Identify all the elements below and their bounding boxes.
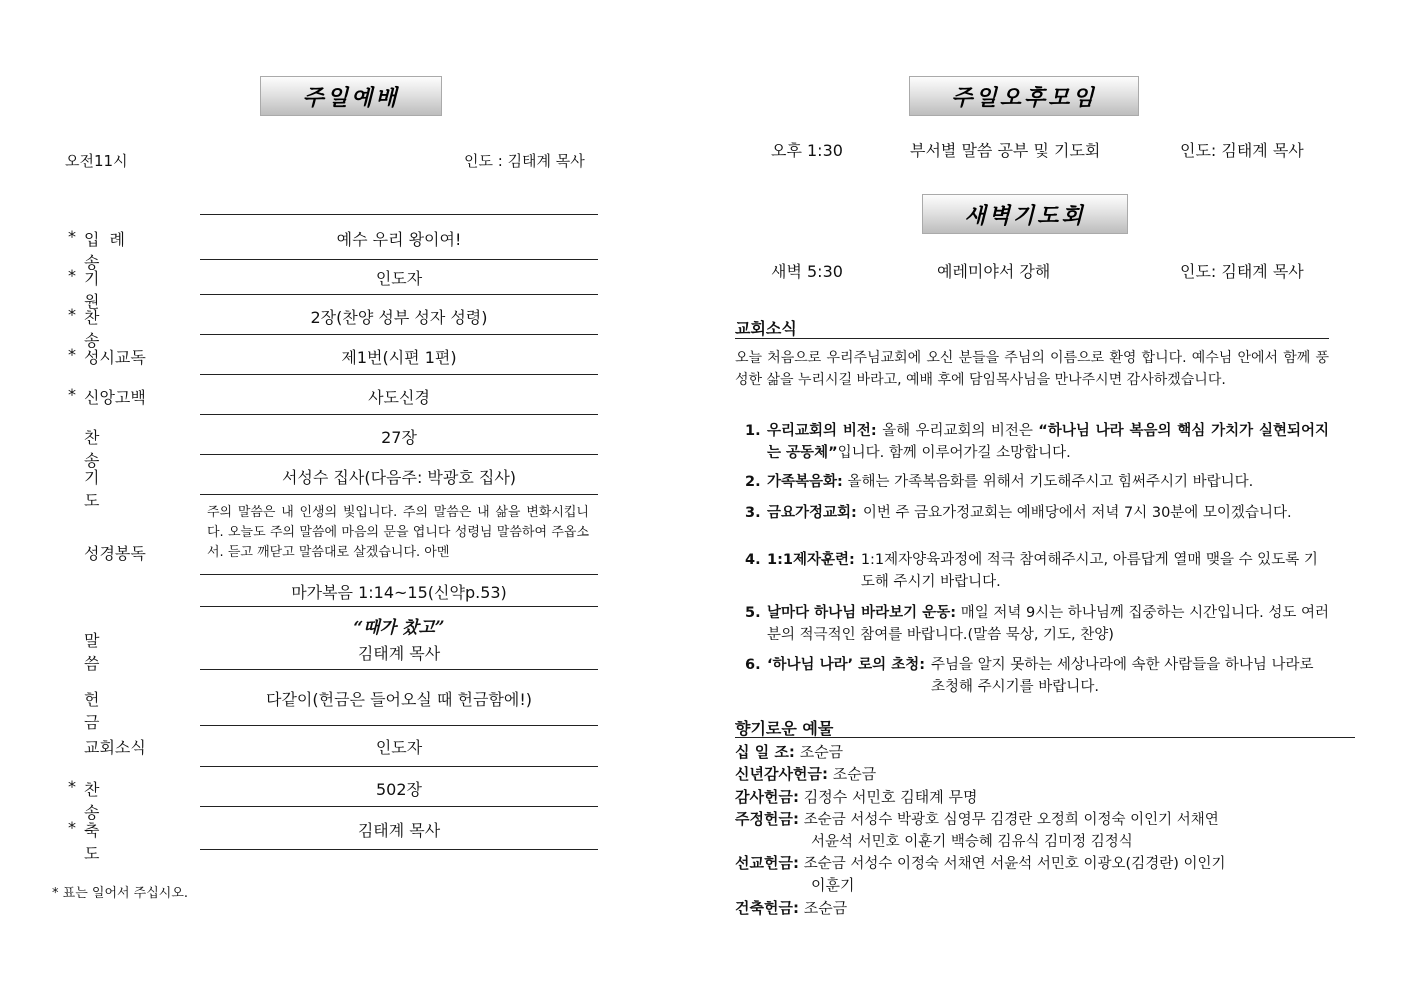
news-heading: ‘하나님 나라’ 로의 초청:	[767, 657, 926, 673]
order-label: 신앙고백	[84, 388, 146, 407]
offering-row	[735, 897, 847, 919]
order-value: 인도자	[375, 738, 423, 757]
news-body: 올해 우리교회의 비전은	[882, 423, 1033, 439]
order-rule	[200, 725, 598, 726]
order-label: 기원	[84, 269, 134, 311]
news-heading: 금요가정교회:	[767, 505, 857, 521]
service-leader: 인도 : 김태계 목사	[464, 152, 585, 170]
offering-row	[735, 786, 977, 808]
news-tail: 입니다. 함께 이루어가길 소망합니다.	[837, 445, 1071, 461]
offering-label: 십 일 조:	[735, 743, 795, 761]
offering-names: 조순금	[832, 765, 877, 783]
order-label: 성경봉독	[84, 544, 146, 563]
stand-mark: *	[68, 818, 76, 837]
stand-mark: *	[68, 345, 76, 364]
dawn-banner: 새벽기도회	[922, 194, 1128, 234]
order-value: 예수 우리 왕이여!	[336, 230, 462, 249]
dawn-leader: 인도: 김태계 목사	[1180, 262, 1304, 281]
news-number: 3.	[745, 505, 761, 521]
offering-label: 선교헌금:	[735, 854, 799, 872]
news-title: 교회소식	[735, 319, 797, 338]
offering-row	[735, 852, 1335, 875]
order-label: 찬송	[84, 780, 134, 822]
afternoon-banner: 주일오후모임	[909, 76, 1139, 116]
offering-label: 신년감사헌금:	[735, 765, 828, 783]
order-value: 제1번(시편 1편)	[341, 348, 457, 367]
service-time: 오전11시	[65, 152, 128, 170]
sermon-preacher: 김태계 목사	[357, 644, 441, 663]
order-rule	[200, 494, 598, 495]
order-value: 마가복음 1:14~15(신약p.53)	[291, 583, 507, 602]
news-body: 매일 저녁 9시는 하나님께 집중하는 시간입니다. 성도 여러분의 적극적인 참여를 바랍니다.(말씀 묵상, 기도, 찬양)	[767, 605, 1330, 643]
order-rule	[200, 806, 598, 807]
order-rule	[200, 669, 598, 670]
order-label: 축도	[84, 821, 134, 863]
news-heading: 가족복음화:	[767, 474, 843, 490]
news-body: 이번 주 금요가정교회는 예배당에서 저녁 7시 30분에 모이겠습니다.	[862, 505, 1292, 521]
offering-row	[735, 763, 876, 785]
order-value: 2장(찬양 성부 성자 성령)	[310, 308, 488, 327]
offering-label: 건축헌금:	[735, 899, 799, 917]
order-rule	[200, 849, 598, 850]
stand-mark: *	[68, 305, 76, 324]
news-item	[745, 502, 1329, 524]
news-heading: 1:1제자훈련:	[767, 552, 855, 568]
order-rule	[200, 334, 598, 335]
order-rule	[200, 454, 598, 455]
news-body: 올해는 가족복음화를 위해서 기도해주시고 힘써주시기 바랍니다.	[847, 474, 1254, 490]
order-rule	[200, 766, 598, 767]
stand-mark: *	[68, 385, 76, 404]
offering-rule	[735, 737, 1355, 738]
offering-row-cont	[811, 874, 854, 896]
sermon-title: “때가 찼고”	[353, 618, 445, 638]
order-label: 입례송	[84, 230, 135, 272]
news-number: 5.	[745, 605, 761, 621]
news-item	[745, 654, 1329, 698]
offering-title: 향기로운 예물	[735, 719, 834, 738]
order-label: 성시교독	[84, 348, 146, 367]
news-number: 1.	[745, 423, 761, 439]
offering-names: 김정수 서민호 김태계 무명	[803, 788, 978, 806]
news-item	[745, 602, 1329, 646]
order-rule	[200, 414, 598, 415]
news-heading: 날마다 하나님 바라보기 운동:	[767, 605, 957, 621]
news-number: 4.	[745, 552, 761, 568]
order-rule	[200, 374, 598, 375]
order-label: 교회소식	[84, 738, 146, 757]
offering-names: 서윤석 서민호 이훈기 백승혜 김유식 김미정 김정식	[811, 834, 1133, 850]
offering-names: 조순금	[803, 899, 848, 917]
order-value: 502장	[376, 780, 422, 799]
order-label: 말씀	[84, 631, 134, 673]
offering-row	[735, 741, 843, 763]
order-value: 서성수 집사(다음주: 박광호 집사)	[281, 468, 517, 487]
afternoon-leader: 인도: 김태계 목사	[1180, 141, 1304, 160]
afternoon-time: 오후 1:30	[771, 141, 843, 160]
order-rule	[200, 259, 598, 260]
stand-footnote: * 표는 일어서 주십시오.	[52, 886, 189, 901]
offering-label: 감사헌금:	[735, 788, 799, 806]
news-intro: 오늘 처음으로 우리주님교회에 오신 분들을 주님의 이름으로 환영 합니다. 예수님 안에서 함께 풍성한 삶을 누리시길 바라고, 예배 후에 담임목사님을 만나주시면 감사하겠습니다.	[735, 350, 1329, 388]
news-item	[745, 420, 1329, 464]
news-item	[745, 549, 1329, 593]
scripture-prayer-text: 주의 말씀은 내 인생의 빛입니다. 주의 말씀은 내 삶을 변화시킵니다. 오늘도 주의 말씀에 마음의 문을 엽니다 성령님 말씀하여 주옵소서. 듣고 깨닫고 말씀대로 살겠습니다. 아멘	[207, 505, 589, 560]
stand-mark: *	[68, 266, 76, 285]
offering-names: 조순금 서성수 박광호 심영무 김경란 오정희 이정숙 이인기 서채연	[803, 812, 1219, 828]
offering-names: 조순금	[799, 743, 844, 761]
order-rule	[200, 294, 598, 295]
order-value: 27장	[381, 428, 417, 447]
order-value: 인도자	[375, 269, 423, 288]
order-rule	[200, 214, 598, 215]
news-number: 2.	[745, 474, 761, 490]
stand-mark: *	[68, 227, 76, 246]
dawn-time: 새벽 5:30	[771, 262, 843, 281]
order-rule	[200, 606, 598, 607]
news-body: 1:1제자양육과정에 적극 참여해주시고, 아름답게 열매 맺을 수 있도록 기도해 주시기 바랍니다.	[860, 552, 1318, 590]
stand-mark: *	[68, 777, 76, 796]
offering-names: 이훈기	[811, 876, 855, 894]
offering-row-cont	[811, 830, 1133, 853]
order-value: 김태계 목사	[357, 821, 441, 840]
offering-label: 주정헌금:	[735, 810, 799, 828]
afternoon-desc: 부서별 말씀 공부 및 기도회	[910, 141, 1101, 160]
order-label: 기도	[84, 468, 134, 510]
order-label: 찬송	[84, 308, 134, 350]
offering-names: 조순금 서성수 이정숙 서채연 서윤석 서민호 이광오(김경란) 이인기	[803, 856, 1226, 872]
order-label: 찬송	[84, 428, 134, 470]
order-rule	[200, 574, 598, 575]
news-heading: 우리교회의 비전:	[767, 423, 877, 439]
news-number: 6.	[745, 657, 761, 673]
order-label: 헌금	[84, 690, 134, 732]
news-item	[745, 471, 1329, 493]
offering-row	[735, 808, 1335, 831]
order-value: 다같이(헌금은 들어오실 때 헌금함에!)	[266, 690, 532, 709]
news-rule	[735, 338, 1329, 339]
vision-statement: “하나님 나라 복음의 핵심 가치가 실현되어지는 공동체”	[767, 423, 1330, 461]
order-value: 사도신경	[368, 388, 430, 407]
dawn-desc: 예레미야서 강해	[937, 262, 1051, 281]
news-body: 주님을 알지 못하는 세상나라에 속한 사람들을 하나님 나라로 초청해 주시기를 바랍니다.	[931, 657, 1314, 695]
worship-banner: 주일예배	[260, 76, 442, 116]
